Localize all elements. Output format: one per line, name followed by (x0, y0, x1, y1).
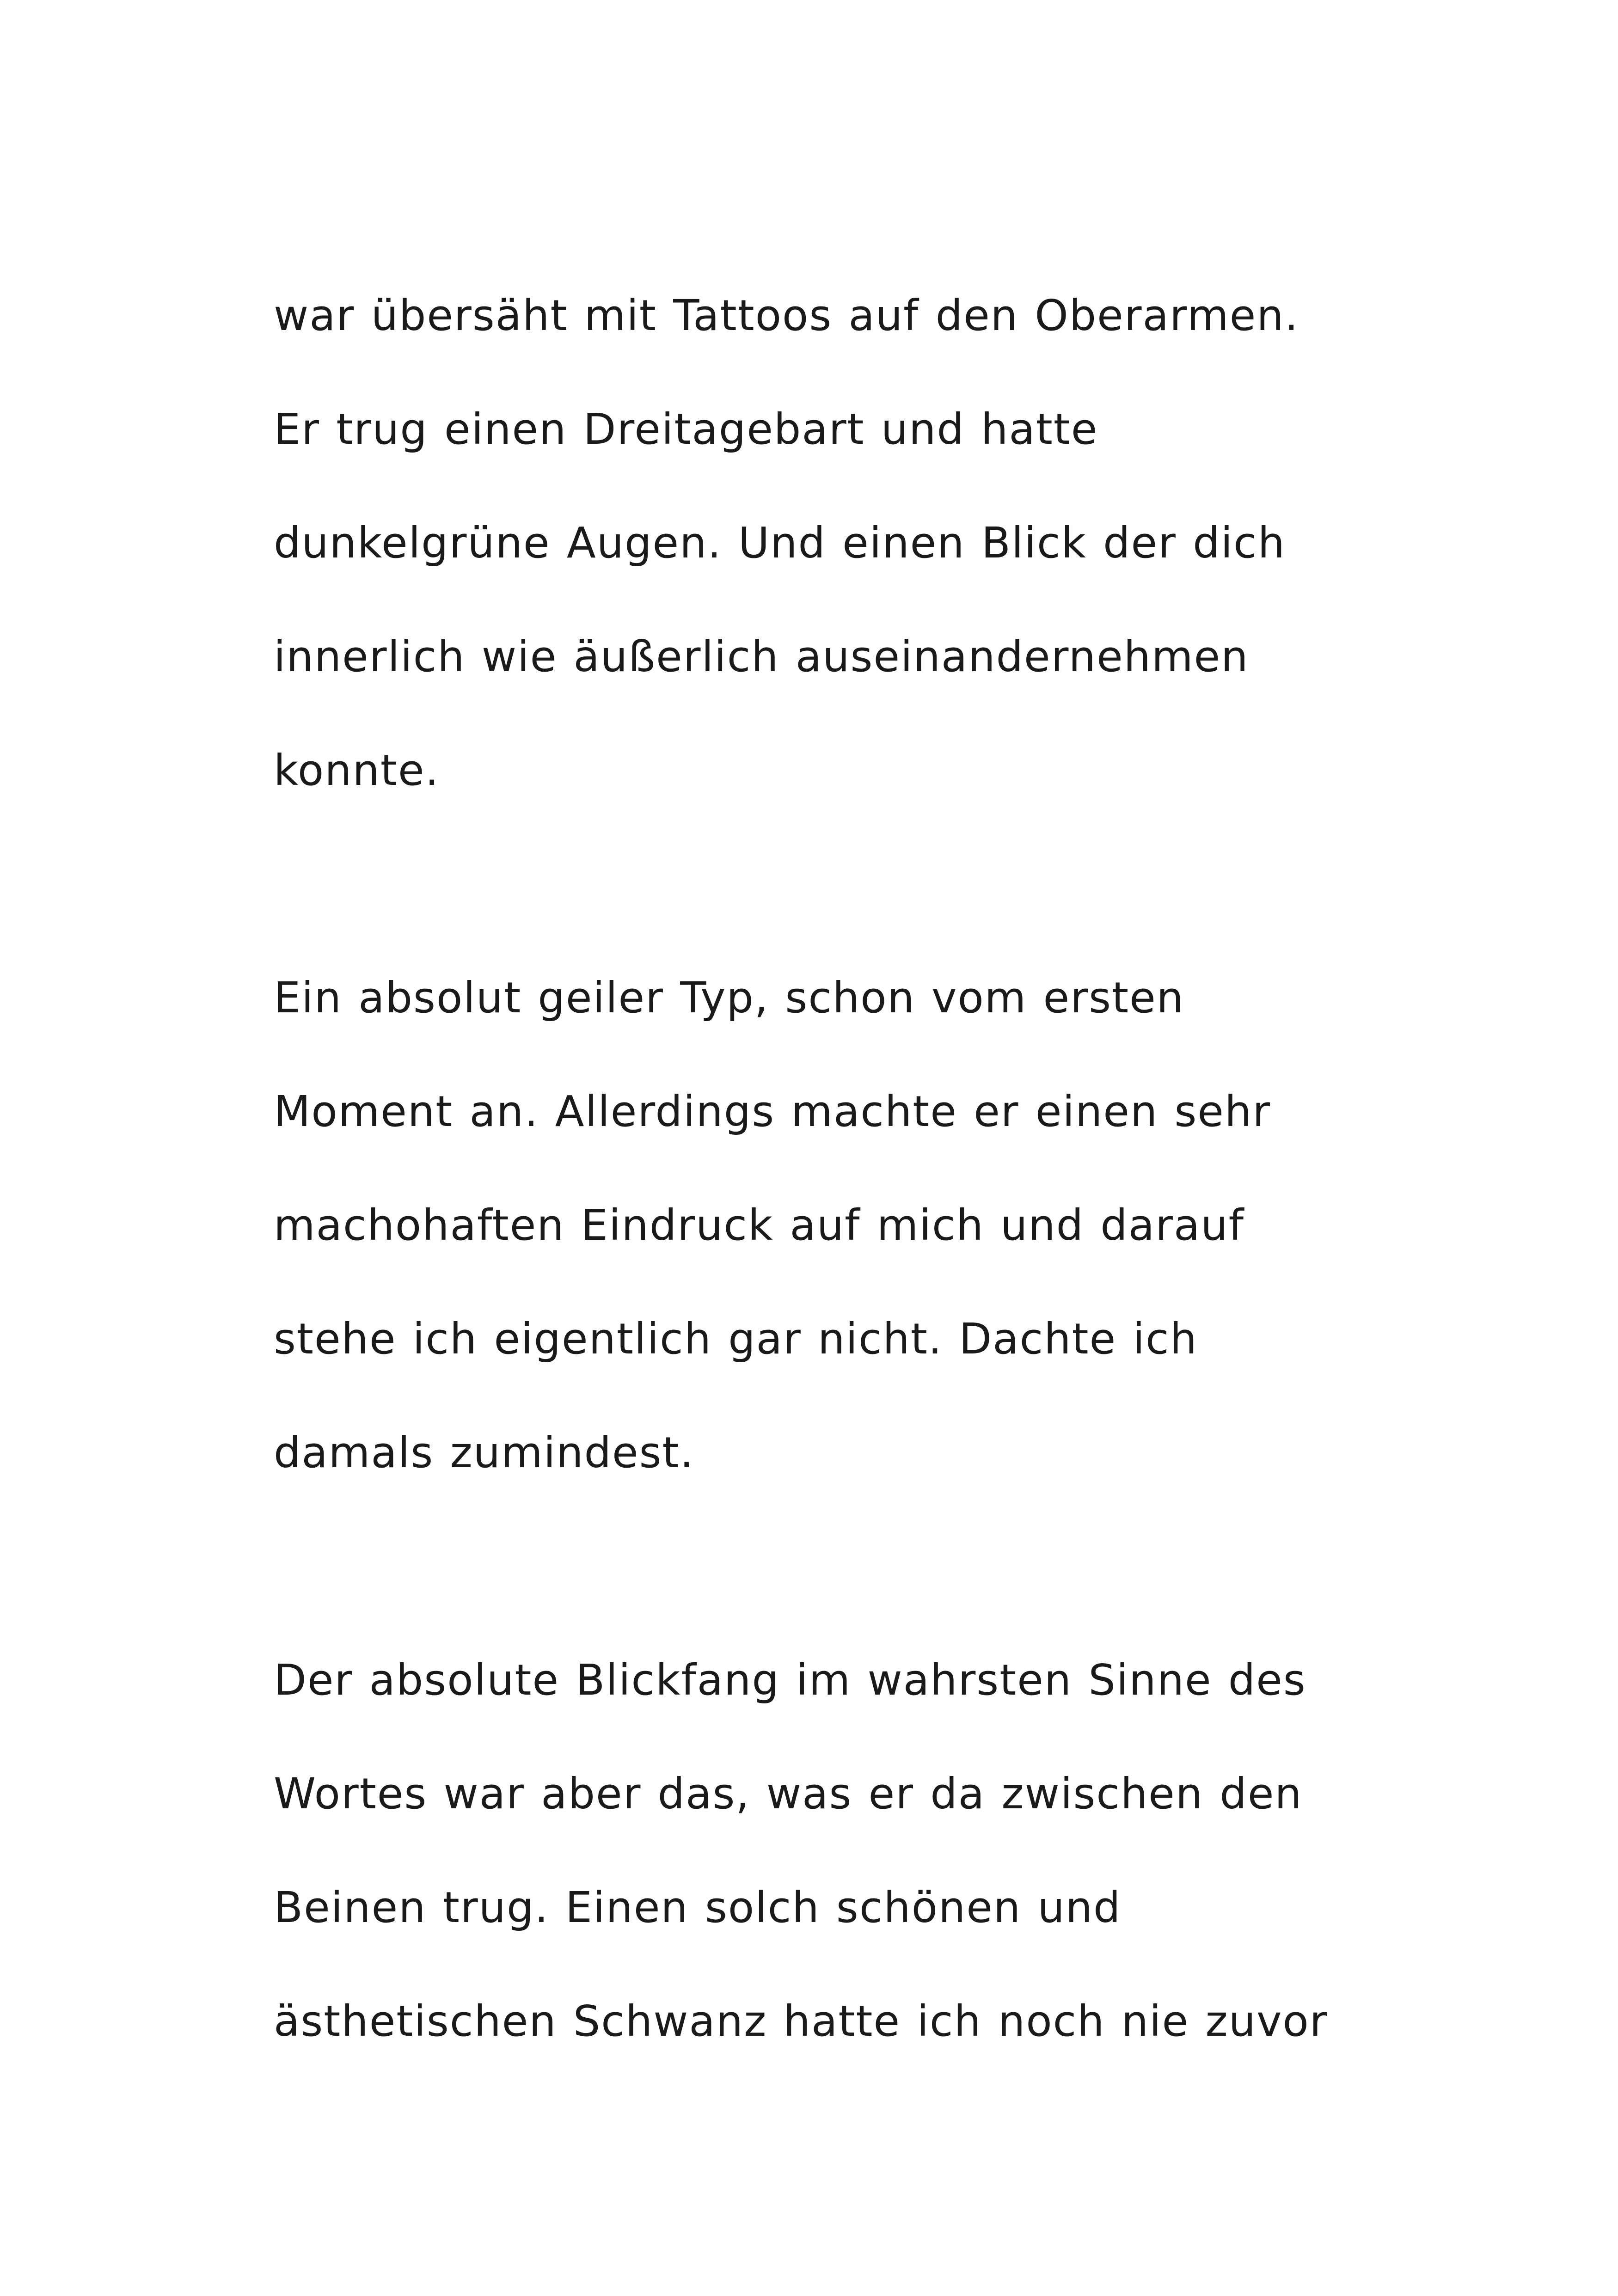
text-line: machohaften Eindruck auf mich und darauf (274, 1200, 1245, 1250)
paragraph-spacer (274, 827, 1383, 941)
paragraph-2 (274, 941, 1383, 1510)
text-line: innerlich wie äußerlich auseinandernehmen (274, 632, 1249, 681)
body-text (274, 259, 1383, 2078)
text-line: Er trug einen Dreitagebart und hatte (274, 404, 1098, 454)
paragraph-3 (274, 1623, 1383, 2078)
paragraph-1 (274, 259, 1383, 827)
text-line: Moment an. Allerdings machte er einen sehr (274, 1087, 1271, 1136)
text-line: stehe ich eigentlich gar nicht. Dachte ich (274, 1314, 1198, 1364)
text-line: Beinen trug. Einen solch schönen und (274, 1883, 1122, 1932)
text-line: konnte. (274, 746, 440, 795)
text-line: Ein absolut geiler Typ, schon vom ersten (274, 973, 1185, 1022)
paragraph-spacer (274, 1510, 1383, 1623)
text-line: war übersäht mit Tattoos auf den Oberarmen. (274, 291, 1299, 340)
text-line: damals zumindest. (274, 1428, 694, 1477)
text-line: Der absolute Blickfang im wahrsten Sinne des (274, 1655, 1306, 1705)
text-line: Wortes war aber das, was er da zwischen den (274, 1769, 1303, 1818)
text-line: ästhetischen Schwanz hatte ich noch nie zuvor (274, 1996, 1328, 2046)
text-line: dunkelgrüne Augen. Und einen Blick der dich (274, 518, 1286, 568)
